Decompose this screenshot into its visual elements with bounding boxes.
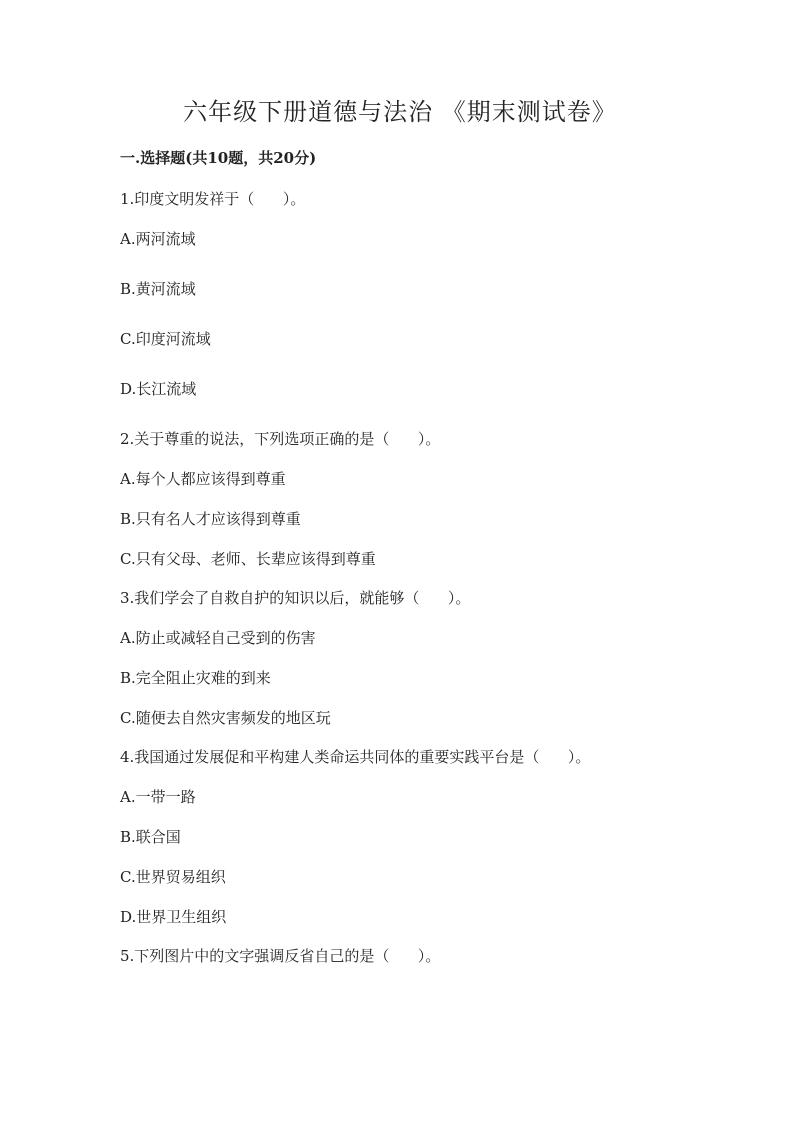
question-5-stem: 5.下列图片中的文字强调反省自己的是（ ）。 xyxy=(120,947,441,965)
question-2-stem: 2.关于尊重的说法，下列选项正确的是（ ）。 xyxy=(120,430,441,448)
question-4-option-a: A.一带一路 xyxy=(120,788,196,806)
question-2-option-b: B.只有名人才应该得到尊重 xyxy=(120,510,301,528)
question-1-option-a: A.两河流域 xyxy=(120,230,196,248)
question-3-stem: 3.我们学会了自救自护的知识以后，就能够（ ）。 xyxy=(120,589,471,607)
question-3-option-a: A.防止或减轻自己受到的伤害 xyxy=(120,629,316,647)
question-1-stem: 1.印度文明发祥于（ ）。 xyxy=(120,190,306,208)
question-1-option-c: C.印度河流域 xyxy=(120,330,211,348)
question-3-option-c: C.随便去自然灾害频发的地区玩 xyxy=(120,709,331,727)
question-4-option-c: C.世界贸易组织 xyxy=(120,868,226,886)
page-title: 六年级下册道德与法治 《期末测试卷》 xyxy=(183,98,617,126)
question-4-stem: 4.我国通过发展促和平构建人类命运共同体的重要实践平台是（ ）。 xyxy=(120,748,591,766)
question-4-option-b: B.联合国 xyxy=(120,828,181,846)
question-4-option-d: D.世界卫生组织 xyxy=(120,908,227,926)
question-3-option-b: B.完全阻止灾难的到来 xyxy=(120,669,271,687)
section-heading: 一.选择题(共10题，共20分) xyxy=(120,149,317,167)
question-1-option-b: B.黄河流域 xyxy=(120,280,196,298)
question-1-option-d: D.长江流域 xyxy=(120,380,197,398)
question-2-option-c: C.只有父母、老师、长辈应该得到尊重 xyxy=(120,550,376,568)
question-2-option-a: A.每个人都应该得到尊重 xyxy=(120,470,286,488)
